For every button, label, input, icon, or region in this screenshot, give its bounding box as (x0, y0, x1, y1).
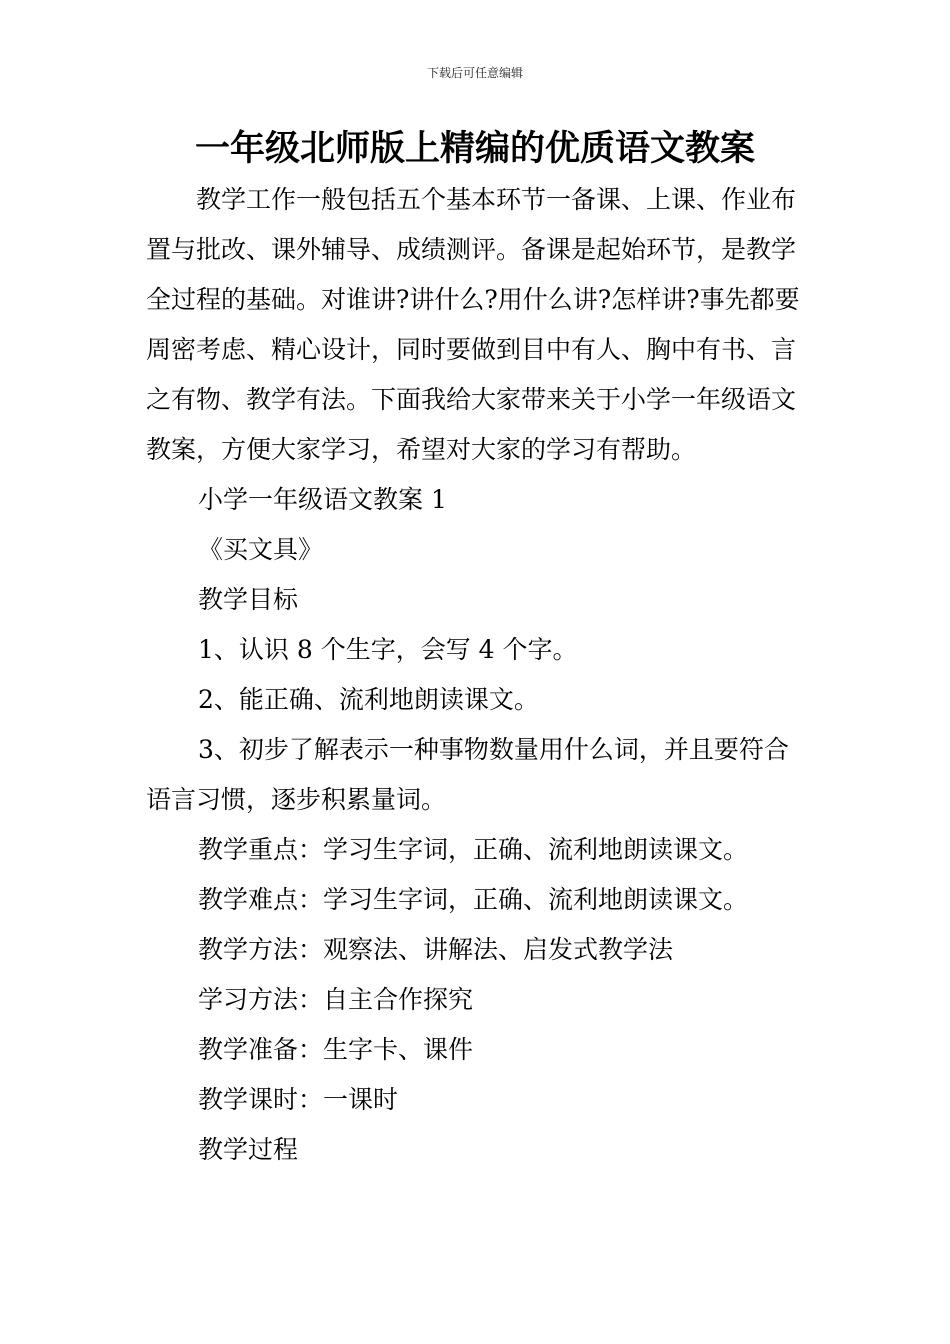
key-point: 教学重点：学习生字词，正确、流利地朗读课文。 (198, 835, 749, 864)
difficult-point: 教学难点：学习生字词，正确、流利地朗读课文。 (198, 885, 749, 914)
header-note: 下载后可任意编辑 (426, 66, 523, 80)
teaching-method: 教学方法：观察法、讲解法、启发式教学法 (198, 935, 674, 964)
process-heading: 教学过程 (198, 1135, 299, 1164)
document-body (146, 175, 808, 1175)
learning-method: 学习方法：自主合作探究 (198, 985, 474, 1014)
lesson-title: 《买文具》 (198, 535, 324, 564)
objective-item: 1、认识 8 个生字，会写 4 个字。 (198, 635, 578, 664)
objective-item: 2、能正确、流利地朗读课文。 (198, 685, 539, 714)
objective-item: 3、初步了解表示一种事物数量用什么词，并且要符合语言习惯，逐步积累量词。 (146, 735, 789, 814)
document-title: 一年级北师版上精编的优质语文教案 (194, 129, 755, 169)
class-hours: 教学课时：一课时 (198, 1085, 399, 1114)
intro-paragraph: 教学工作一般包括五个基本环节一备课、上课、作业布置与批改、课外辅导、成绩测评。备课是起始环节，是教学全过程的基础。对谁讲?讲什么?用什么讲?怎样讲?事先都要周密考虑、精心设计，同时要做到目中有人、胸中有书、言之有物、教学有法。下面我给大家带来关于小学一年级语文教案，方便大家学习，希望对大家的学习有帮助。 (146, 185, 800, 464)
objectives-heading: 教学目标 (198, 585, 299, 614)
section-heading: 小学一年级语文教案 1 (198, 485, 447, 514)
preparation: 教学准备：生字卡、课件 (198, 1035, 474, 1064)
